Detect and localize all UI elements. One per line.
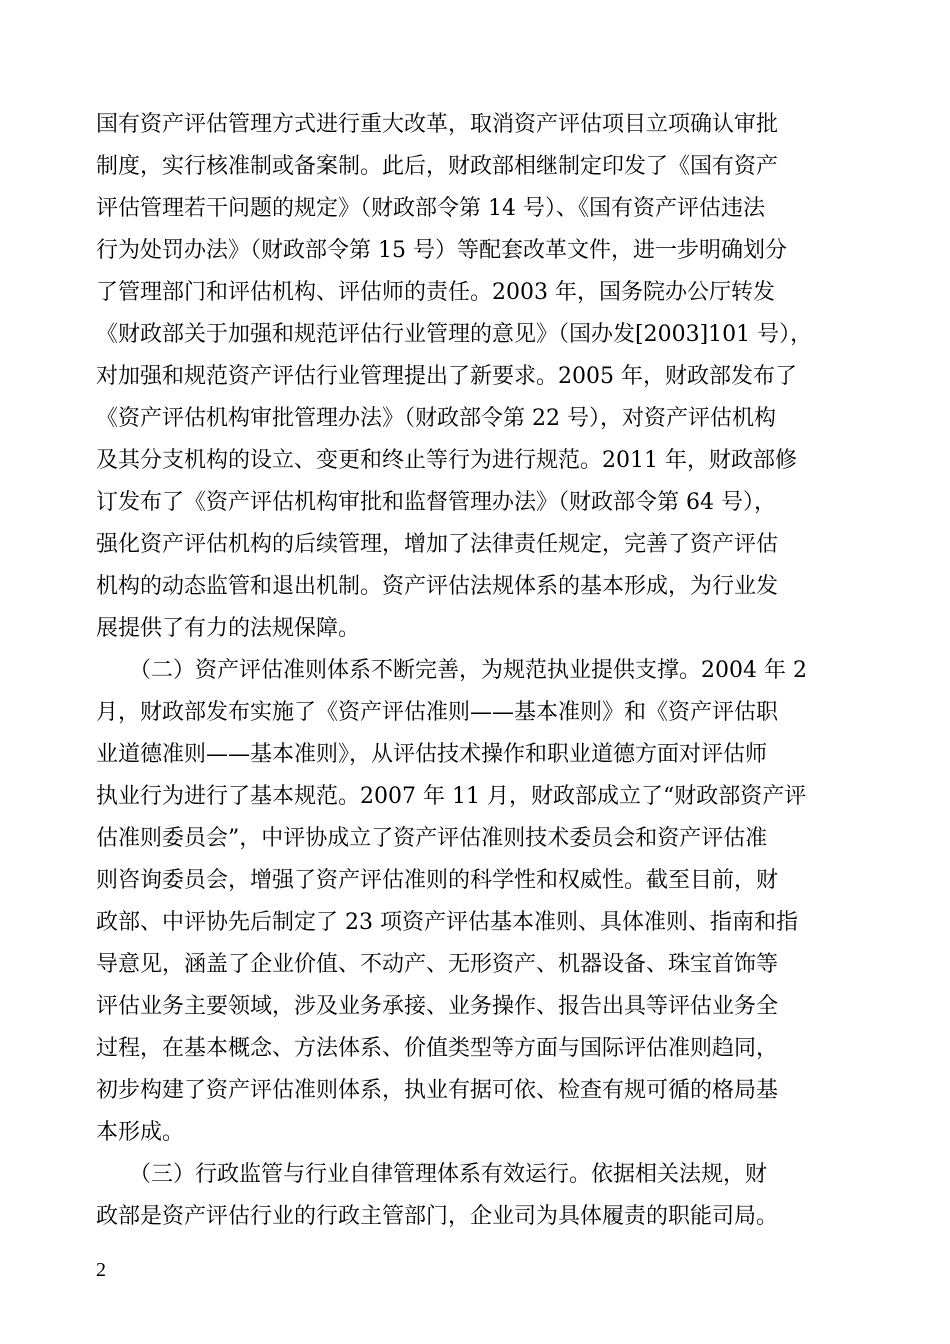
body-text [96,104,866,1238]
text-line: 过程，在基本概念、方法体系、价值类型等方面与国际评估准则趋同， [96,1036,779,1061]
page-number: 2 [96,1259,106,1281]
text-line: 月，财政部发布实施了《资产评估准则——基本准则》和《资产评估职 [96,700,779,725]
text-line: 对加强和规范资产评估行业管理提出了新要求。2005 年，财政部发布了 [96,364,797,389]
text-line: 估准则委员会”，中评协成立了资产评估准则技术委员会和资产评估准 [96,826,768,851]
text-line: （三）行政监管与行业自律管理体系有效运行。依据相关法规，财 [96,1162,768,1187]
text-line: 则咨询委员会，增强了资产评估准则的科学性和权威性。截至目前，财 [96,868,779,893]
text-line: 制度，实行核准制或备案制。此后，财政部相继制定印发了《国有资产 [96,154,779,179]
text-line: 政部、中评协先后制定了 23 项资产评估基本准则、具体准则、指南和指 [96,910,798,935]
text-line: 行为处罚办法》（财政部令第 15 号）等配套改革文件，进一步明确划分 [96,238,787,263]
text-line: （二）资产评估准则体系不断完善，为规范执业提供支撑。2004 年 2 [96,658,807,683]
text-line: 政部是资产评估行业的行政主管部门，企业司为具体履责的职能司局。 [96,1204,779,1229]
text-line: 初步构建了资产评估准则体系，执业有据可依、检查有规可循的格局基 [96,1078,779,1103]
text-line: 执业行为进行了基本规范。2007 年 11 月，财政部成立了“财政部资产评 [96,784,807,809]
text-line: 评估管理若干问题的规定》（财政部令第 14 号）、《国有资产评估违法 [96,196,765,221]
text-line: 《财政部关于加强和规范评估行业管理的意见》（国办发[2003]101 号）， [96,322,813,347]
text-line: 强化资产评估机构的后续管理，增加了法律责任规定，完善了资产评估 [96,532,779,557]
text-line: 及其分支机构的设立、变更和终止等行为进行规范。2011 年，财政部修 [96,448,797,473]
text-line: 机构的动态监管和退出机制。资产评估法规体系的基本形成，为行业发 [96,574,779,599]
text-line: 展提供了有力的法规保障。 [96,616,361,641]
text-line: 业道德准则——基本准则》，从评估技术操作和职业道德方面对评估师 [96,742,768,767]
text-line: 导意见，涵盖了企业价值、不动产、无形资产、机器设备、珠宝首饰等 [96,952,779,977]
text-line: 评估业务主要领域，涉及业务承接、业务操作、报告出具等评估业务全 [96,994,779,1019]
text-line: 了管理部门和评估机构、评估师的责任。2003 年，国务院办公厅转发 [96,280,775,305]
text-line: 《资产评估机构审批管理办法》（财政部令第 22 号），对资产评估机构 [96,406,776,431]
text-line: 本形成。 [96,1120,185,1145]
text-line: 订发布了《资产评估机构审批和监督管理办法》（财政部令第 64 号）， [96,490,776,515]
text-line: 国有资产评估管理方式进行重大改革，取消资产评估项目立项确认审批 [96,112,779,137]
